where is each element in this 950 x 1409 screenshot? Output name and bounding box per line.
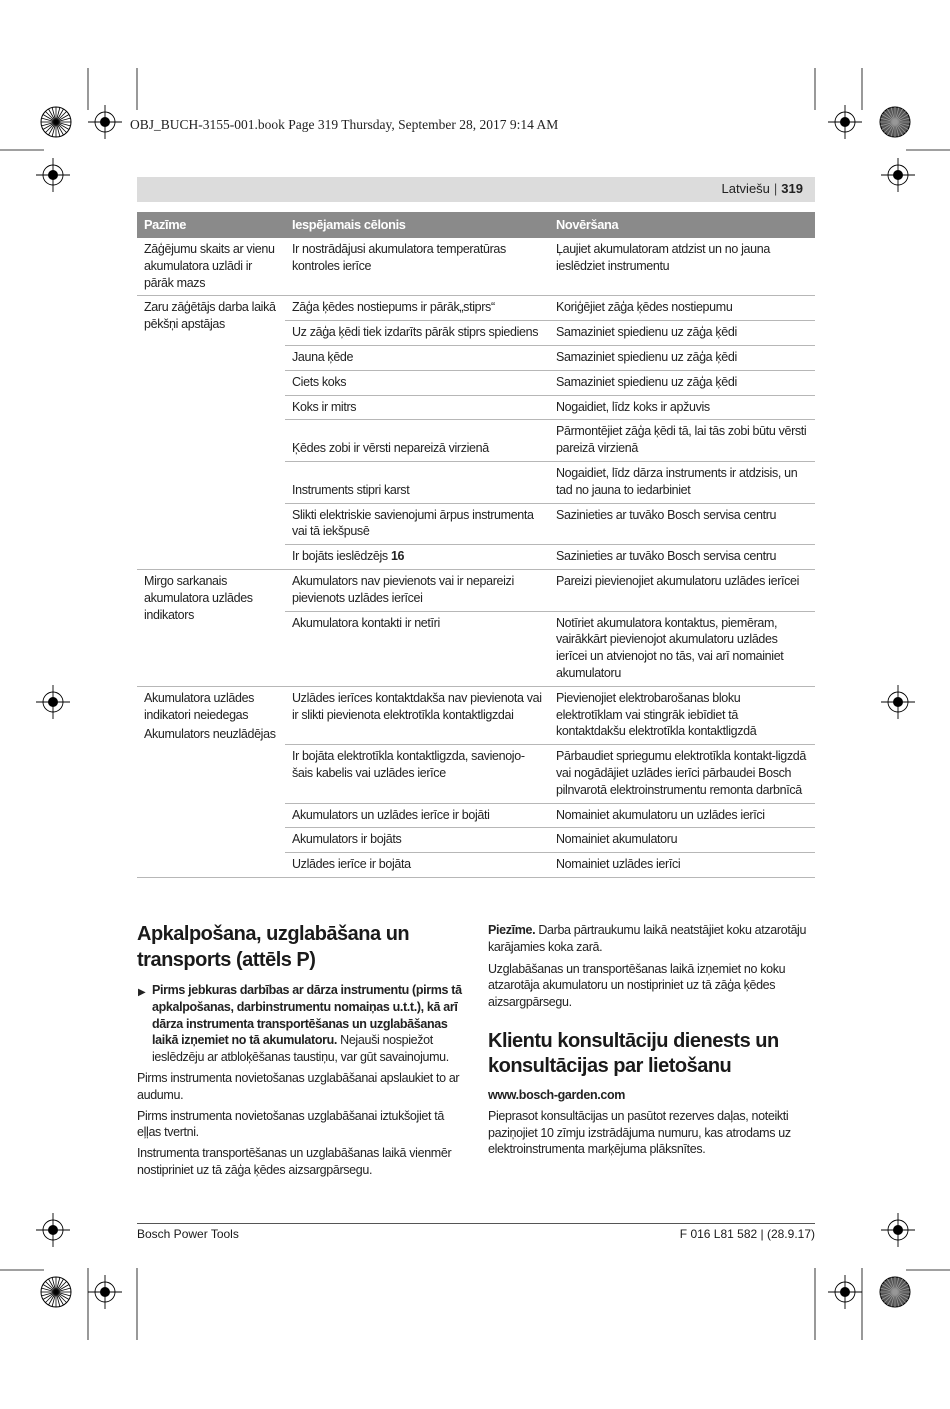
crosshair-mark	[881, 685, 915, 719]
paragraph: Pieprasot konsultācijas un pasūtot rezerves daļas, noteikti paziņojiet 10 zīmju izstrādājuma numuru, kas atrodams uz elektroinstrumenta marķējuma plāksnītes.	[488, 1108, 791, 1157]
service-section	[137, 922, 467, 1179]
remedy-cell: Samaziniet spiedienu uz zāģa ķēdi	[549, 370, 815, 395]
section-heading: Apkalpošana, uzglabāšana un transports (attēls P)	[137, 923, 410, 971]
troubleshooting-table	[137, 212, 815, 878]
starburst-mark	[880, 1277, 910, 1307]
symptom-text: Akumulators neuzlādējas	[144, 727, 276, 742]
cause-cell: Uz zāģa ķēdi tiek izdarīts pārāk stiprs spiediens	[285, 321, 549, 346]
header-separator: |	[773, 181, 778, 196]
symptom-text: Zāģējumu skaits ar vienu akumulatora uzlādi ir pārāk mazs	[144, 242, 275, 290]
website-link[interactable]: www.bosch-garden.com	[488, 1087, 626, 1102]
paragraph: Uzglabāšanas un transportēšanas laikā izņemiet no koku atzarotāja akumulatoru un nostipriniet uz tā zāģa ķēdes aizsargpārsegu.	[488, 961, 786, 1010]
column-header-cause: Iespējamais cēlonis	[285, 212, 549, 238]
remedy-cell: Koriģējiet zāģa ķēdes nostiepumu	[549, 296, 815, 321]
starburst-mark	[41, 1277, 71, 1307]
cause-cell: Uzlādes ierīce ir bojāta	[285, 853, 549, 878]
table-row	[137, 296, 815, 321]
page-header-label	[721, 181, 803, 196]
cause-cell	[285, 545, 549, 570]
right-column	[488, 922, 816, 1158]
note-paragraph	[488, 922, 816, 956]
remedy-cell: Samaziniet spiedienu uz zāģa ķēdi	[549, 321, 815, 346]
symptom-text: Zaru zāģētājs darba laikā pēkšņi apstājas	[144, 300, 276, 332]
part-number: 16	[390, 549, 405, 564]
remedy-cell: Notīriet akumulatora kontaktus, piemēram, vairākkārt pievienojot akumulatoru uzlādes ierīcei un atvienojot no tās, vai arī nomainiet akumulatoru	[549, 611, 815, 686]
warning-text: Nejauši nospiežot ieslēdzēju ar atbloķēšanas taustiņu, var gūt savainojumu.	[152, 1033, 449, 1065]
warning-paragraph	[137, 982, 467, 1066]
remedy-cell: Ļaujiet akumulatoram atdzist un no jauna ieslēdziet instrumentu	[549, 238, 815, 296]
remedy-cell: Sazinieties ar tuvāko Bosch servisa centru	[549, 503, 815, 545]
remedy-cell: Pievienojiet elektrobarošanas bloku elektrotīklam vai stingrāk iebīdiet tā kontaktdakšu elektrotīkla kontaktligzdā	[549, 686, 815, 744]
section-heading: Klientu konsultāciju dienests un konsultācijas par lietošanu	[488, 1029, 779, 1078]
crosshair-mark	[881, 1213, 915, 1247]
symptom-text: Mirgo sarkanais akumulatora uzlādes indikators	[144, 573, 253, 622]
table-header-row	[137, 212, 815, 238]
warning-bold-text: Pirms jebkuras darbības ar dārza instrumentu (pirms tā apkalpošanas, darbinstrumentu nomaiņas u.t.t.), kā arī dārza instrumenta transportēšanas un uzglabāšanas laikā izņemiet no tā akumulatoru.	[152, 983, 462, 1048]
language-label: Latviešu	[721, 181, 770, 196]
remedy-cell: Sazinieties ar tuvāko Bosch servisa centru	[549, 545, 815, 570]
footer-doc-code: F 016 L81 582 | (28.9.17)	[679, 1227, 815, 1241]
symptom-text: Akumulatora uzlādes indikatori neiedegas	[144, 690, 255, 722]
crosshair-mark	[881, 158, 915, 192]
symptom-cell	[137, 569, 285, 686]
cause-cell: Slikti elektriskie savienojumi ārpus instrumenta vai tā iekšpusē	[285, 503, 549, 545]
cause-cell: Ķēdes zobi ir vērsti nepareizā virzienā	[285, 420, 549, 462]
cause-cell: Instruments stipri karst	[285, 461, 549, 503]
print-header: OBJ_BUCH-3155-001.book Page 319 Thursday, September 28, 2017 9:14 AM	[130, 117, 559, 132]
crosshair-mark	[88, 1275, 122, 1309]
cause-cell: Uzlādes ierīces kontaktdakša nav pievienota vai ir slikti pievienota elektrotīkla kontaktligzdai	[285, 686, 549, 744]
cause-cell: Akumulators nav pievienots vai ir nepareizi pievienots uzlādes ierīcei	[285, 569, 549, 611]
cause-cell: Akumulators ir bojāts	[285, 828, 549, 853]
table-row	[137, 238, 815, 296]
remedy-cell: Nomainiet akumulatoru un uzlādes ierīci	[549, 803, 815, 828]
paragraph: Pirms instrumenta novietošanas uzglabāšanai apslaukiet to ar audumu.	[137, 1070, 460, 1102]
remedy-cell: Nomainiet akumulatoru	[549, 828, 815, 853]
remedy-cell: Nomainiet uzlādes ierīci	[549, 853, 815, 878]
page-number: 319	[781, 181, 803, 196]
crosshair-mark	[828, 1275, 862, 1309]
crosshair-mark	[88, 105, 122, 139]
crosshair-mark	[36, 685, 70, 719]
remedy-cell: Pārmontējiet zāģa ķēdi tā, lai tās zobi būtu vērsti pareizā virzienā	[549, 420, 815, 462]
starburst-mark	[41, 107, 71, 137]
symptom-cell	[137, 296, 285, 570]
remedy-cell: Pārbaudiet spriegumu elektrotīkla kontakt-ligzdā vai nogādājiet uzlādes ierīci pārbaudei Bosch pilnvarotā elektroinstrumentu remonta darbnīcā	[549, 745, 815, 803]
crosshair-mark	[36, 158, 70, 192]
paragraph: Instrumenta transportēšanas un uzglabāšanas laikā vienmēr nostipriniet uz tā zāģa ķēdes aizsargpārsegu.	[137, 1146, 452, 1177]
paragraph: Pirms instrumenta novietošanas uzglabāšanai iztukšojiet tā eļļas tvertni.	[137, 1108, 444, 1140]
cause-text: Ir bojāts ieslēdzējs	[292, 549, 388, 564]
table-row	[137, 569, 815, 611]
remedy-cell: Pareizi pievienojiet akumulatoru uzlādes ierīcei	[549, 569, 815, 611]
cause-cell: Ir nostrādājusi akumulatora temperatūras kontroles ierīce	[285, 238, 549, 296]
remedy-cell: Nogaidiet, līdz dārza instruments ir atdzisis, un tad no jauna to iedarbiniet	[549, 461, 815, 503]
cause-cell: Jauna ķēde	[285, 345, 549, 370]
starburst-mark	[880, 107, 910, 137]
crosshair-mark	[36, 1213, 70, 1247]
note-label: Piezīme.	[488, 923, 536, 937]
cause-cell: Zāģa ķēdes nostiepums ir pārāk„stiprs“	[285, 296, 549, 321]
remedy-cell: Nogaidiet, līdz koks ir apžuvis	[549, 395, 815, 420]
footer-brand: Bosch Power Tools	[137, 1227, 239, 1241]
cause-cell: Akumulatora kontakti ir netīri	[285, 611, 549, 686]
bullet-triangle-icon: ▶	[138, 987, 146, 998]
note-text: Darba pārtraukumu laikā neatstājiet koku atzarotāju karājamies koka zarā.	[488, 923, 807, 954]
crosshair-mark	[828, 105, 862, 139]
column-header-remedy: Novēršana	[549, 212, 815, 238]
page-header-bar	[137, 177, 815, 202]
table-row	[137, 686, 815, 744]
cause-cell: Akumulators un uzlādes ierīce ir bojāti	[285, 803, 549, 828]
symptom-cell	[137, 686, 285, 877]
column-header-symptom: Pazīme	[137, 212, 285, 238]
cause-cell: Ciets koks	[285, 370, 549, 395]
symptom-cell	[137, 238, 285, 296]
remedy-cell: Samaziniet spiedienu uz zāģa ķēdi	[549, 345, 815, 370]
footer-rule	[137, 1223, 815, 1224]
cause-cell: Koks ir mitrs	[285, 395, 549, 420]
cause-cell: Ir bojāta elektrotīkla kontaktligzda, savienojo-šais kabelis vai uzlādes ierīce	[285, 745, 549, 803]
